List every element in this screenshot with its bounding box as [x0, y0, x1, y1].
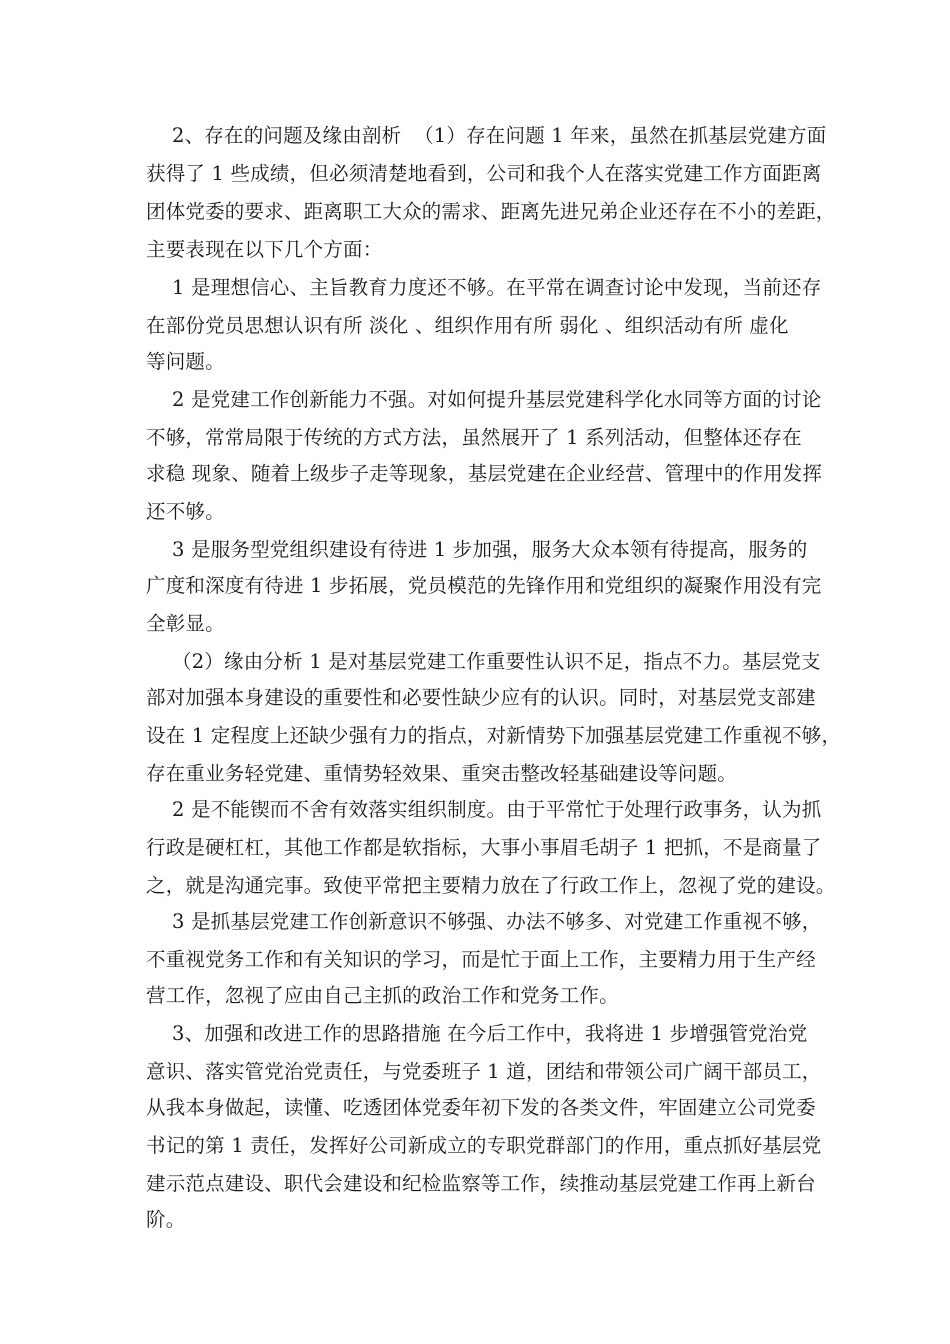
text-line: 团体党委的要求、距离职工大众的需求、距离先进兄弟企业还存在不小的差距， — [146, 200, 836, 223]
text-line: 建示范点建设、职代会建设和纪检监察等工作，续推动基层党建工作再上新台 — [146, 1172, 816, 1195]
text-line: 1 是理想信心、主旨教育力度还不够。在平常在调查讨论中发现，当前还存 — [172, 276, 822, 299]
text-line: 不够，常常局限于传统的方式方法，虽然展开了 1 系列活动，但整体还存在 — [146, 426, 802, 449]
text-line: 设在 1 定程度上还缺少强有力的指点，对新情势下加强基层党建工作重视不够， — [146, 724, 842, 747]
text-line: 广度和深度有待进 1 步拓展，党员模范的先锋作用和党组织的凝聚作用没有完 — [146, 574, 822, 597]
text-line: 获得了 1 些成绩，但必须清楚地看到，公司和我个人在落实党建工作方面距离 — [146, 162, 822, 185]
text-line: 阶。 — [146, 1208, 186, 1231]
text-line: 还不够。 — [146, 500, 225, 523]
text-line: 2 是党建工作创新能力不强。对如何提升基层党建科学化水同等方面的讨论 — [172, 388, 822, 411]
text-line: 求稳 现象、随着上级步子走等现象，基层党建在企业经营、管理中的作用发挥 — [146, 462, 823, 485]
text-line: 不重视党务工作和有关知识的学习，而是忙于面上工作，主要精力用于生产经 — [146, 948, 816, 971]
text-line: 存在重业务轻党建、重情势轻效果、重突击整改轻基础建设等问题。 — [146, 762, 738, 785]
text-line: 3 是抓基层党建工作创新意识不够强、办法不够多、对党建工作重视不够， — [172, 910, 822, 933]
text-line: 等问题。 — [146, 350, 225, 373]
text-line: 书记的第 1 责任，发挥好公司新成立的专职党群部门的作用，重点抓好基层党 — [146, 1134, 822, 1157]
text-line: 3、加强和改进工作的思路措施 在今后工作中，我将进 1 步增强管党治党 — [172, 1022, 808, 1045]
text-line: 主要表现在以下几个方面： — [146, 238, 383, 261]
text-line: 从我本身做起，读懂、吃透团体党委年初下发的各类文件，牢固建立公司党委 — [146, 1096, 816, 1119]
text-line: 2、存在的问题及缘由剖析 （1）存在问题 1 年来，虽然在抓基层党建方面 — [172, 124, 827, 147]
text-line: 意识、落实管党治党责任，与党委班子 1 道，团结和带领公司广阔干部员工， — [146, 1060, 822, 1083]
text-line: 3 是服务型党组织建设有待进 1 步加强，服务大众本领有待提高，服务的 — [172, 538, 808, 561]
text-line: 营工作，忽视了应由自己主抓的政治工作和党务工作。 — [146, 984, 619, 1007]
text-line: 行政是硬杠杠，其他工作都是软指标，大事小事眉毛胡子 1 把抓，不是商量了 — [146, 836, 822, 859]
text-line: 之，就是沟通完事。致使平常把主要精力放在了行政工作上，忽视了党的建设。 — [146, 874, 836, 897]
text-line: 2 是不能锲而不舍有效落实组织制度。由于平常忙于处理行政事务，认为抓 — [172, 798, 822, 821]
text-line: 全彰显。 — [146, 612, 225, 635]
text-line: 在部份党员思想认识有所 淡化 、组织作用有所 弱化 、组织活动有所 虚化 — [146, 314, 789, 337]
text-line: 部对加强本身建设的重要性和必要性缺少应有的认识。同时，对基层党支部建 — [146, 686, 816, 709]
text-line: （2）缘由分析 1 是对基层党建工作重要性认识不足，指点不力。基层党支 — [172, 650, 821, 673]
